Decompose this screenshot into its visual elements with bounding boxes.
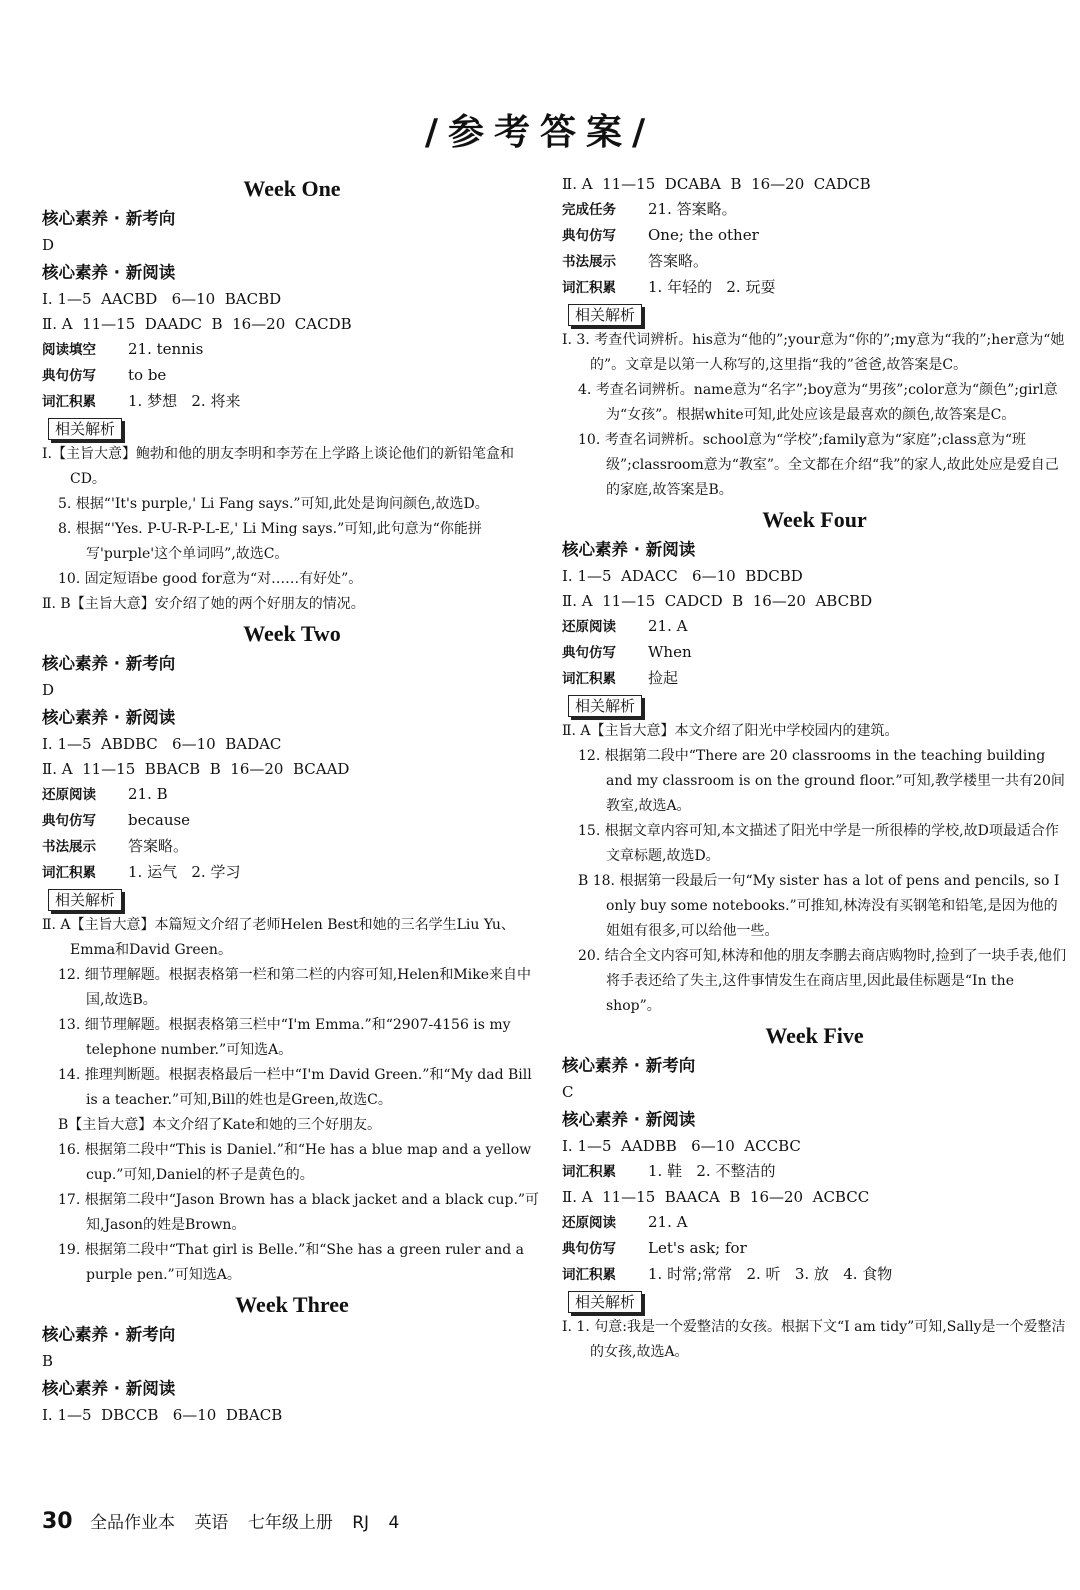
explanation: B【主旨大意】本文介绍了Kate和她的三个好朋友。 [58,1117,382,1133]
row-label: 阅读填空 [42,342,96,358]
explanation: 13. 细节理解题。根据表格第三栏中“I'm Emma.”和“2907-4156 is my telephone number.”可知选A。 [58,1017,511,1058]
row-label: 典句仿写 [562,645,616,661]
answer-row [562,1262,1067,1288]
explanation: 5. 根据“'It's purple,' Li Fang says.”可知,此处是询问颜色,故选D。 [58,496,489,512]
week-heading: Week Two [243,621,341,646]
explanation: 8. 根据“'Yes. P-U-R-P-L-E,' Li Ming says.”可知,此句意为“你能拼写'purple'这个单词吗”,故选C。 [58,521,482,562]
row-value: 21. A [648,617,688,635]
answer-line: C [562,1083,574,1101]
explanation: 19. 根据第二段中“That girl is Belle.”和“She has a green ruler and a purple pen.”可知选A。 [58,1242,524,1283]
explanation: Ⅰ.【主旨大意】鲍勃和他的朋友李明和李芳在上学路上谈论他们的新铅笔盒和CD。 [42,446,514,487]
badge-row [42,415,542,442]
row-value: 21. B [128,785,168,803]
row-label: 还原阅读 [42,787,96,803]
row-value: One; the other [648,226,759,244]
explanation: Ⅰ. 1. 句意:我是一个爱整洁的女孩。根据下文“I am tidy”可知,Sally是一个爱整洁的女孩,故选A。 [562,1319,1066,1360]
row-label: 词汇积累 [562,1267,616,1283]
explanation: 12. 根据第二段中“There are 20 classrooms in the teaching building and my classroom is on the ground floor.”可知,教学楼里一共有20间教室,故选A。 [578,748,1065,814]
page-number: 30 [42,1509,73,1534]
explanation: Ⅱ. A【主旨大意】本篇短文介绍了老师Helen Best和她的三名学生Liu Yu、Emma和David Green。 [42,917,515,958]
analysis-badge: 相关解析 [568,1291,642,1313]
row-value: 1. 年轻的 2. 玩耍 [648,278,776,296]
row-label: 词汇积累 [562,280,616,296]
week-heading: Week One [243,176,341,201]
explanation: 16. 根据第二段中“This is Daniel.”和“He has a blue map and a yellow cup.”可知,Daniel的杯子是黄色的。 [58,1142,532,1183]
section-heading: 核心素养 · 新考向 [562,1056,696,1075]
answer-row [562,614,1067,640]
edition: RJ [352,1513,370,1533]
answer-row [42,782,542,808]
row-value: 捡起 [648,669,679,687]
row-value: 1. 时常;常常 2. 听 3. 放 4. 食物 [648,1265,893,1283]
section-heading: 核心素养 · 新阅读 [562,1110,696,1129]
row-label: 还原阅读 [562,1215,616,1231]
explanation: Ⅱ. A【主旨大意】本文介绍了阳光中学校园内的建筑。 [562,723,899,739]
analysis-badge: 相关解析 [48,418,122,440]
answer-row [562,1210,1067,1236]
book-series: 全品作业本 [90,1513,176,1533]
answer-line: Ⅰ. 1—5 DBCCB 6—10 DBACB [42,1406,283,1424]
section-heading: 核心素养 · 新阅读 [42,1379,176,1398]
section-heading: 核心素养 · 新阅读 [562,540,696,559]
answer-row [42,389,542,415]
week-heading: Week Three [235,1292,349,1317]
explanation: Ⅱ. B【主旨大意】安介绍了她的两个好朋友的情况。 [42,596,365,612]
badge-row [562,692,1067,719]
row-value: 1. 鞋 2. 不整洁的 [648,1162,776,1180]
answer-row [562,275,1067,301]
row-label: 典句仿写 [42,368,96,384]
week-heading: Week Four [762,507,867,532]
grade: 七年级上册 [247,1513,333,1533]
answer-row [562,223,1067,249]
badge-row [562,1288,1067,1315]
analysis-badge: 相关解析 [568,304,642,326]
answer-line: Ⅱ. A 11—15 CADCD B 16—20 ABCBD [562,592,873,610]
section-heading: 核心素养 · 新考向 [42,1325,176,1344]
answer-line: Ⅰ. 1—5 AACBD 6—10 BACBD [42,290,282,308]
analysis-badge: 相关解析 [48,889,122,911]
answer-line: Ⅱ. A 11—15 DAADC B 16—20 CACDB [42,315,352,333]
answer-line: B [42,1352,54,1370]
row-value: 21. A [648,1213,688,1231]
badge-row [562,301,1067,328]
row-value: 1. 梦想 2. 将来 [128,392,241,410]
section-heading: 核心素养 · 新阅读 [42,708,176,727]
explanation: Ⅰ. 3. 考查代词辨析。his意为“他的”;your意为“你的”;my意为“我的”;her意为“她的”。文章是以第一人称写的,这里指“我的”爸爸,故答案是C。 [562,332,1065,373]
row-value: 21. tennis [128,340,204,358]
section-heading: 核心素养 · 新阅读 [42,263,176,282]
row-label: 书法展示 [562,254,616,270]
row-value: 答案略。 [128,837,189,855]
row-value: 1. 运气 2. 学习 [128,863,241,881]
answer-line: D [42,681,55,699]
row-label: 典句仿写 [42,813,96,829]
answer-row [562,249,1067,275]
row-label: 还原阅读 [562,619,616,635]
right-column [562,172,1067,1365]
row-value: When [648,643,692,661]
page-title: /参考答案/ [424,112,656,153]
explanation: 10. 固定短语be good for意为“对……有好处”。 [58,571,363,587]
answer-row [42,834,542,860]
answer-row [42,337,542,363]
row-label: 典句仿写 [562,1241,616,1257]
answer-row [562,640,1067,666]
answer-row [42,808,542,834]
answer-line: Ⅱ. A 11—15 DCABA B 16—20 CADCB [562,175,871,193]
row-value: 21. 答案略。 [648,200,737,218]
explanation: 15. 根据文章内容可知,本文描述了阳光中学是一所很棒的学校,故D项最适合作文章标题,故选D。 [578,823,1059,864]
answer-row [562,666,1067,692]
answer-row [562,1159,1067,1185]
explanation: 4. 考查名词辨析。name意为“名字”;boy意为“男孩”;color意为“颜色”;girl意为“女孩”。根据white可知,此处应该是最喜欢的颜色,故答案是C。 [578,382,1058,423]
section-heading: 核心素养 · 新考向 [42,654,176,673]
explanation: 14. 推理判断题。根据表格最后一栏中“I'm David Green.”和“My dad Bill is a teacher.”可知,Bill的姓也是Green,故选C。 [58,1067,532,1108]
row-label: 词汇积累 [42,394,96,410]
answer-row [562,1236,1067,1262]
row-label: 词汇积累 [562,671,616,687]
week-heading: Week Five [765,1023,864,1048]
explanation: 12. 细节理解题。根据表格第一栏和第二栏的内容可知,Helen和Mike来自中国,故选B。 [58,967,532,1008]
page-footer [42,1508,413,1534]
section-heading: 核心素养 · 新考向 [42,209,176,228]
row-value: because [128,811,191,829]
row-label: 完成任务 [562,202,616,218]
volume-index: 4 [388,1513,400,1533]
row-label: 典句仿写 [562,228,616,244]
explanation: 17. 根据第二段中“Jason Brown has a black jacket and a black cup.”可知,Jason的姓是Brown。 [58,1192,540,1233]
row-label: 书法展示 [42,839,96,855]
answer-line: Ⅰ. 1—5 ADACC 6—10 BDCBD [562,567,803,585]
row-label: 词汇积累 [562,1164,616,1180]
explanation: B 18. 根据第一段最后一句“My sister has a lot of pens and pencils, so I only buy some notebooks.”可推知,林涛没有买钢笔和铅笔,是因为他的姐姐有很多,可以给他一些。 [578,873,1060,939]
answer-line: Ⅰ. 1—5 AADBB 6—10 ACCBC [562,1137,801,1155]
explanation: 20. 结合全文内容可知,林涛和他的朋友李鹏去商店购物时,捡到了一块手表,他们将手表还给了失主,这件事情发生在商店里,因此最佳标题是“In the shop”。 [578,948,1067,1014]
row-value: Let's ask; for [648,1239,747,1257]
answer-line: D [42,236,55,254]
answer-row [42,363,542,389]
left-column [42,172,542,1428]
row-label: 词汇积累 [42,865,96,881]
answer-row [42,860,542,886]
answer-line: Ⅰ. 1—5 ABDBC 6—10 BADAC [42,735,282,753]
badge-row [42,886,542,913]
explanation: 10. 考查名词辨析。school意为“学校”;family意为“家庭”;class意为“班级”;classroom意为“教室”。全文都在介绍“我”的家人,故此处应是爱自己的家庭,故答案是B。 [578,432,1059,498]
subject: 英语 [194,1513,229,1533]
row-value: 答案略。 [648,252,709,270]
answer-line: Ⅱ. A 11—15 BAACA B 16—20 ACBCC [562,1188,870,1206]
answer-line: Ⅱ. A 11—15 BBACB B 16—20 BCAAD [42,760,350,778]
analysis-badge: 相关解析 [568,695,642,717]
answer-row [562,197,1067,223]
row-value: to be [128,366,167,384]
